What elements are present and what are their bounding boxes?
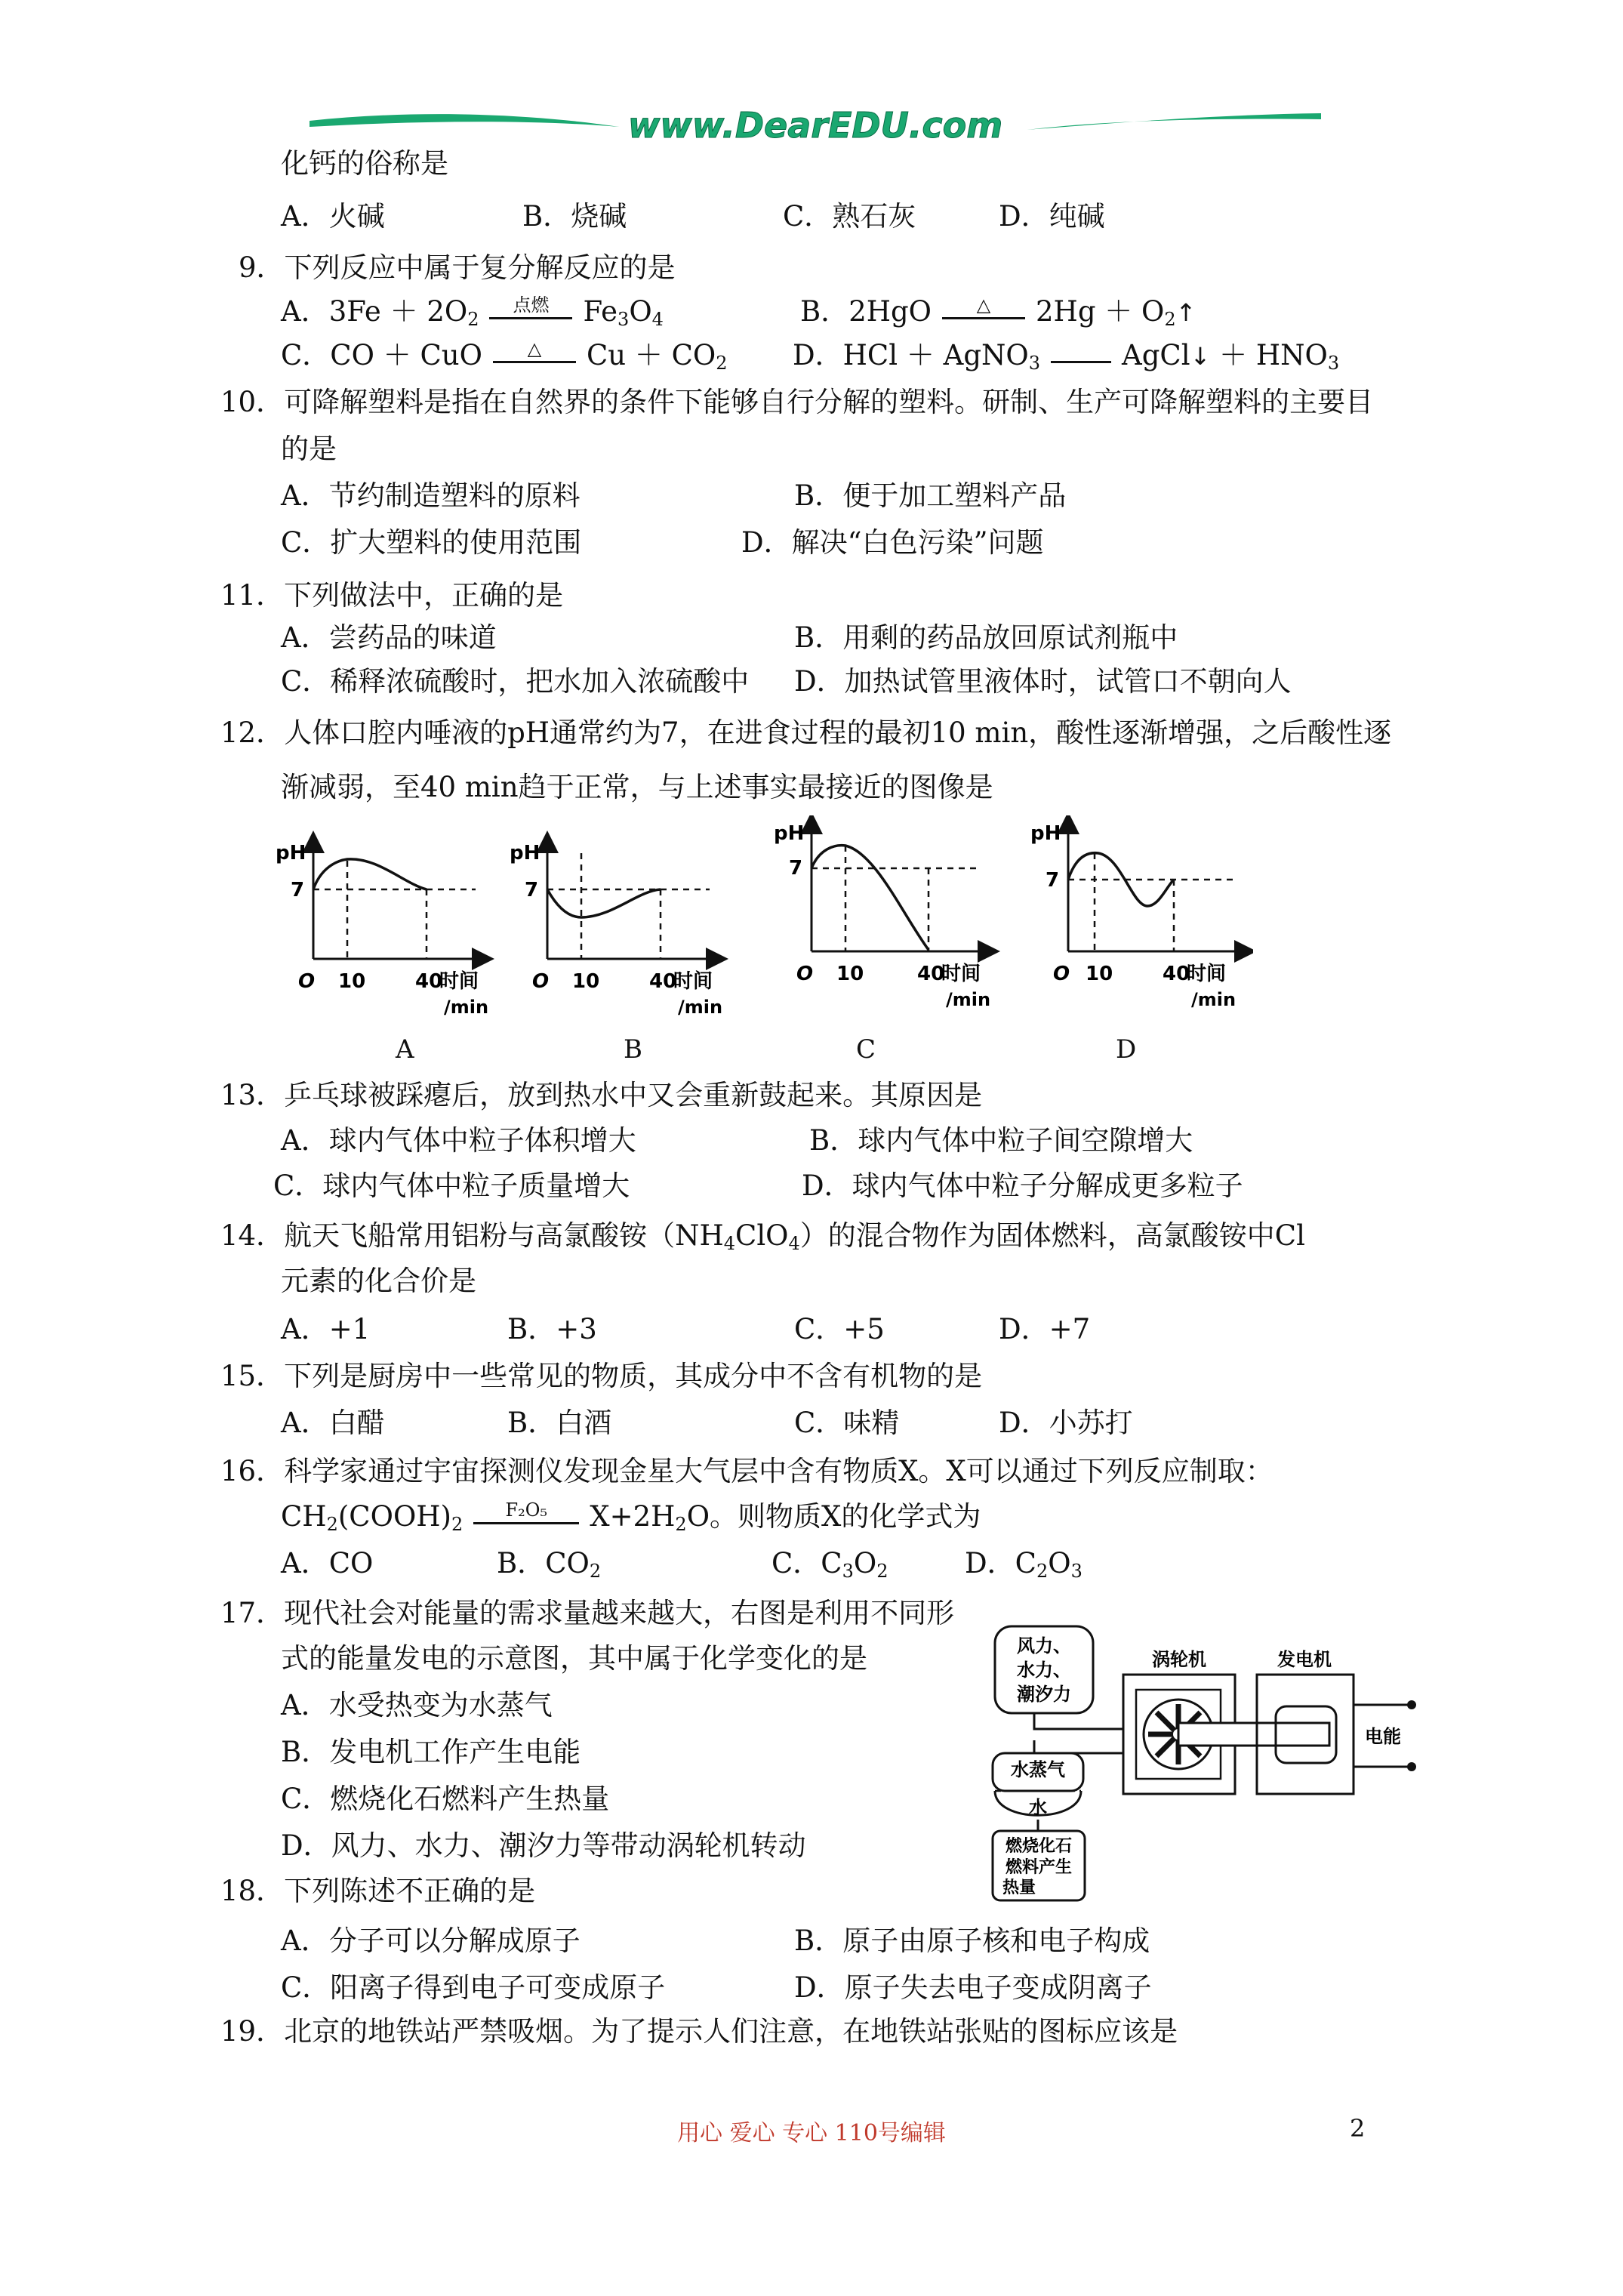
logo-swoosh-right bbox=[1027, 113, 1321, 130]
svg-text:/min: /min bbox=[444, 997, 489, 1018]
q18-stem: 18．下列陈述不正确的是 bbox=[220, 1875, 536, 1907]
q17-stem-line1: 17．现代社会对能量的需求量越来越大，右图是利用不同形 bbox=[220, 1597, 955, 1629]
q8-option-c: C．熟石灰 bbox=[783, 200, 916, 233]
svg-text:风力、: 风力、 bbox=[1017, 1635, 1071, 1657]
svg-text:pH: pH bbox=[1030, 822, 1061, 845]
q16-stem: 16．科学家通过宇宙探测仪发现金星大气层中含有物质X。X可以通过下列反应制取： bbox=[220, 1455, 1273, 1487]
q9-option-d: D．HCl ＋ AgNO$_3$ AgCl↓ ＋ $HNO_3$ bbox=[793, 339, 1340, 374]
q14-option-c: C．+5 bbox=[794, 1313, 885, 1345]
q17-option-b: B．发电机工作产生电能 bbox=[281, 1736, 581, 1768]
q17-option-c: C．燃烧化石燃料产生热量 bbox=[281, 1783, 610, 1815]
q16-equation: $CH_2(COOH)_2$ F₂O₅ $X+2H_2O$。则物质X的化学式为 bbox=[281, 1499, 981, 1535]
q16-option-d: D．$C_2O_3$ bbox=[965, 1547, 1083, 1582]
q11-option-a: A．尝药品的味道 bbox=[281, 621, 497, 654]
q13-option-c: C．球内气体中粒子质量增大 bbox=[273, 1170, 630, 1202]
svg-text:燃料产生: 燃料产生 bbox=[1005, 1858, 1073, 1877]
svg-text:O: O bbox=[532, 970, 550, 993]
svg-text:7: 7 bbox=[525, 879, 539, 901]
svg-text:涡轮机: 涡轮机 bbox=[1152, 1649, 1206, 1670]
svg-text:pH: pH bbox=[510, 842, 540, 864]
reaction-condition: △ bbox=[942, 299, 1025, 329]
q8-option-d: D．纯碱 bbox=[999, 200, 1105, 233]
svg-text:时间: 时间 bbox=[1187, 963, 1227, 985]
q10-option-d: D．解决“白色污染”问题 bbox=[741, 526, 1044, 559]
graph-d bbox=[1030, 822, 1246, 1010]
q11-option-c: C．稀释浓硫酸时，把水加入浓硫酸中 bbox=[281, 665, 750, 698]
header-logo bbox=[302, 91, 1329, 159]
q12-stem-line2: 渐减弱，至40 min趋于正常，与上述事实最接近的图像是 bbox=[281, 771, 993, 803]
q18-option-b: B．原子由原子核和电子构成 bbox=[794, 1925, 1150, 1957]
svg-text:/min: /min bbox=[946, 989, 991, 1010]
q10-option-a: A．节约制造塑料的原料 bbox=[281, 479, 581, 512]
svg-text:水: 水 bbox=[1029, 1797, 1047, 1818]
reaction-condition: △ bbox=[493, 343, 576, 373]
reaction-condition bbox=[1051, 343, 1111, 373]
svg-text:40: 40 bbox=[1163, 963, 1190, 985]
q14-stem-line2: 元素的化合价是 bbox=[281, 1265, 476, 1297]
q15-stem: 15．下列是厨房中一些常见的物质，其成分中不含有机物的是 bbox=[220, 1360, 983, 1392]
q13-option-b: B．球内气体中粒子间空隙增大 bbox=[809, 1124, 1193, 1157]
graph-label-b: B bbox=[624, 1034, 642, 1065]
q10-option-b: B．便于加工塑料产品 bbox=[794, 479, 1067, 512]
power-generation-diagram bbox=[989, 1616, 1442, 1903]
q14-option-d: D．+7 bbox=[999, 1313, 1091, 1345]
q16-option-c: C．$C_3O_2$ bbox=[771, 1547, 888, 1582]
q8-option-b: B．烧碱 bbox=[522, 200, 627, 233]
q9-stem: 9．下列反应中属于复分解反应的是 bbox=[239, 251, 676, 284]
svg-text:10: 10 bbox=[572, 970, 600, 993]
q8-tail: 化钙的俗称是 bbox=[281, 147, 448, 180]
q18-option-a: A．分子可以分解成原子 bbox=[281, 1925, 581, 1957]
svg-text:潮汐力: 潮汐力 bbox=[1017, 1684, 1071, 1705]
logo-swoosh-left bbox=[310, 114, 619, 127]
graph-a bbox=[276, 842, 488, 1018]
q13-stem: 13．乒乓球被踩瘪后，放到热水中又会重新鼓起来。其原因是 bbox=[220, 1079, 983, 1111]
svg-text:10: 10 bbox=[836, 963, 864, 985]
q9-option-c: C．CO ＋ CuO △ $Cu + CO_2$ bbox=[281, 337, 728, 374]
svg-text:发电机: 发电机 bbox=[1277, 1649, 1332, 1670]
svg-text:10: 10 bbox=[1086, 963, 1113, 985]
q15-option-a: A．白醋 bbox=[281, 1407, 385, 1439]
q11-option-d: D．加热试管里液体时，试管口不朝向人 bbox=[794, 665, 1292, 698]
q19-stem: 19．北京的地铁站严禁吸烟。为了提示人们注意，在地铁站张贴的图标应该是 bbox=[220, 2015, 1178, 2048]
graph-b bbox=[510, 842, 722, 1018]
svg-text:时间: 时间 bbox=[673, 970, 713, 993]
svg-text:/min: /min bbox=[1191, 989, 1236, 1010]
q11-option-b: B．用剩的药品放回原试剂瓶中 bbox=[794, 621, 1178, 654]
q13-option-d: D．球内气体中粒子分解成更多粒子 bbox=[802, 1170, 1243, 1202]
svg-text:水蒸气: 水蒸气 bbox=[1011, 1759, 1065, 1780]
q14-option-b: B．+3 bbox=[507, 1313, 597, 1345]
q13-option-a: A．球内气体中粒子体积增大 bbox=[281, 1124, 636, 1157]
q10-stem-line2: 的是 bbox=[281, 433, 337, 465]
q11-stem: 11．下列做法中，正确的是 bbox=[220, 579, 564, 612]
q18-option-d: D．原子失去电子变成阴离子 bbox=[794, 1971, 1152, 2004]
svg-text:燃烧化石: 燃烧化石 bbox=[1005, 1837, 1073, 1856]
page-number: 2 bbox=[1350, 2114, 1366, 2143]
svg-text:40: 40 bbox=[415, 970, 443, 993]
q14-stem-line1: 14．航天飞船常用铝粉与高氯酸铵$(NH_4ClO_4)$的混合物作为固体燃料，高氯酸铵中Cl bbox=[220, 1219, 1305, 1254]
svg-text:7: 7 bbox=[291, 879, 305, 901]
q17-stem-line2: 式的能量发电的示意图，其中属于化学变化的是 bbox=[281, 1642, 867, 1675]
svg-text:时间: 时间 bbox=[941, 963, 981, 985]
graph-label-a: A bbox=[396, 1034, 414, 1065]
q18-option-c: C．阳离子得到电子可变成原子 bbox=[281, 1971, 666, 2004]
q10-stem-line1: 10．可降解塑料是指在自然界的条件下能够自行分解的塑料。研制、生产可降解塑料的主要目 bbox=[220, 386, 1374, 418]
svg-text:7: 7 bbox=[789, 857, 803, 880]
q17-option-d: D．风力、水力、潮汐力等带动涡轮机转动 bbox=[281, 1829, 806, 1862]
q15-option-b: B．白酒 bbox=[507, 1407, 612, 1439]
graph-label-d: D bbox=[1116, 1034, 1137, 1065]
q8-option-a: A．火碱 bbox=[281, 200, 385, 233]
svg-text:电能: 电能 bbox=[1365, 1726, 1401, 1747]
q16-option-b: B．$CO_2$ bbox=[497, 1547, 602, 1582]
svg-text:时间: 时间 bbox=[439, 970, 479, 993]
svg-text:pH: pH bbox=[774, 822, 805, 845]
svg-text:10: 10 bbox=[338, 970, 366, 993]
q15-option-d: D．小苏打 bbox=[999, 1407, 1133, 1439]
q17-option-a: A．水受热变为水蒸气 bbox=[281, 1689, 553, 1721]
q10-option-c: C．扩大塑料的使用范围 bbox=[281, 526, 582, 559]
svg-text:40: 40 bbox=[649, 970, 677, 993]
q12-stem-line1: 12．人体口腔内唾液的pH通常约为7，在进食过程的最初10 min，酸性逐渐增强，之后酸性逐 bbox=[220, 717, 1392, 749]
svg-text:O: O bbox=[1053, 963, 1070, 985]
page-footer: 用心 爱心 专心 110号编辑 bbox=[677, 2120, 946, 2147]
svg-text:O: O bbox=[298, 970, 316, 993]
ph-graphs bbox=[272, 815, 1253, 1034]
graph-c bbox=[774, 822, 990, 1010]
svg-text:O: O bbox=[796, 963, 814, 985]
graph-label-c: C bbox=[856, 1034, 876, 1065]
svg-text:7: 7 bbox=[1046, 869, 1060, 892]
svg-text:热量: 热量 bbox=[1002, 1878, 1036, 1897]
svg-text:水力、: 水力、 bbox=[1017, 1660, 1071, 1681]
precipitate-arrow-icon: ↓ bbox=[1190, 342, 1211, 371]
gas-arrow-icon: ↑ bbox=[1175, 298, 1196, 327]
reaction-condition: F₂O₅ bbox=[473, 1504, 579, 1534]
q15-option-c: C．味精 bbox=[794, 1407, 900, 1439]
svg-text:/min: /min bbox=[678, 997, 723, 1018]
svg-text:pH: pH bbox=[276, 842, 306, 864]
svg-text:40: 40 bbox=[917, 963, 945, 985]
logo-text: www.DearEDU.com bbox=[627, 105, 1003, 146]
q9-option-b: B．2HgO △ $2Hg + O_2↑$ bbox=[800, 294, 1196, 330]
reaction-condition: 点燃 bbox=[489, 299, 572, 329]
q14-option-a: A．+1 bbox=[281, 1313, 371, 1345]
q16-option-a: A．CO bbox=[281, 1547, 374, 1579]
q9-option-a: A．$3Fe + 2O_2$ 点燃 $Fe_3O_4$ bbox=[281, 294, 664, 330]
